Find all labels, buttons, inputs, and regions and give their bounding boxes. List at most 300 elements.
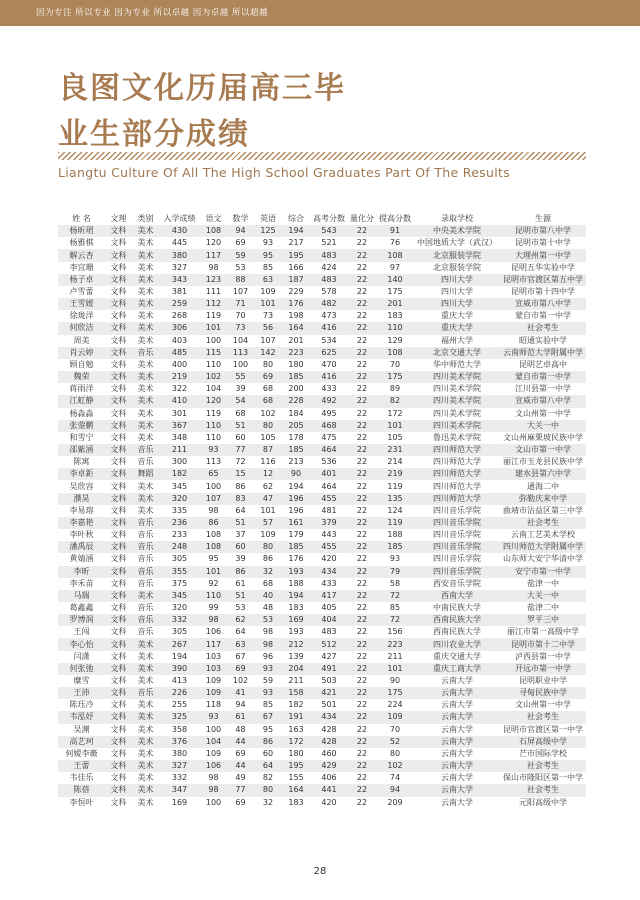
table-cell: 60 bbox=[227, 541, 254, 553]
table-cell: 102 bbox=[200, 371, 227, 383]
column-header: 提高分数 bbox=[379, 214, 411, 224]
table-cell: 云南大学 bbox=[441, 724, 473, 734]
table-cell: 22 bbox=[348, 784, 376, 796]
table-cell: 468 bbox=[310, 420, 348, 432]
table-cell: 盐津一中 bbox=[527, 578, 559, 588]
table-cell: 社会考生 bbox=[500, 711, 586, 723]
table-cell: 428 bbox=[321, 724, 337, 734]
table-cell: 201 bbox=[288, 335, 304, 345]
table-cell: 李宜珊 bbox=[69, 262, 94, 272]
table-cell: 59 bbox=[227, 249, 254, 261]
table-cell: 183 bbox=[387, 311, 403, 321]
table-cell: 104 bbox=[205, 384, 222, 394]
table-cell: 119 bbox=[205, 408, 222, 418]
table-cell: 416 bbox=[310, 371, 348, 383]
table-cell: 460 bbox=[321, 748, 337, 758]
table-cell: 100 bbox=[205, 724, 222, 734]
table-cell: 95 bbox=[262, 724, 274, 734]
table-cell: 63 bbox=[254, 274, 282, 286]
table-cell: 重庆大学 bbox=[414, 322, 500, 334]
table-cell: 93 bbox=[254, 663, 282, 675]
table-cell: 178 bbox=[288, 432, 304, 442]
table-cell: 云南大学 bbox=[441, 773, 473, 783]
table-cell: 183 bbox=[288, 603, 304, 613]
table-cell: 49 bbox=[235, 773, 246, 783]
table-cell: 蒋雨洋 bbox=[69, 384, 94, 394]
table-cell: 61 bbox=[235, 578, 246, 588]
page-subtitle: Liangtu Culture Of All The High School Graduates Part Of The Results bbox=[58, 165, 511, 180]
table-cell: 405 bbox=[321, 603, 337, 613]
table-cell: 119 bbox=[387, 481, 403, 491]
table-cell: 102 bbox=[376, 760, 414, 772]
table-cell: 李禾苗 bbox=[69, 578, 94, 588]
table-cell: 文科 bbox=[105, 687, 132, 699]
table-cell: 芒市国际学校 bbox=[519, 748, 567, 758]
table-cell: 张蓥鹏 bbox=[58, 420, 105, 432]
table-cell: 578 bbox=[321, 287, 337, 297]
table-row bbox=[58, 493, 586, 505]
table-cell: 文科 bbox=[110, 530, 127, 540]
table-cell: 105 bbox=[387, 432, 403, 442]
table-cell: 416 bbox=[310, 322, 348, 334]
table-cell: 美术 bbox=[132, 371, 159, 383]
table-cell: 188 bbox=[288, 578, 304, 588]
table-cell: 80 bbox=[254, 784, 282, 796]
table-cell: 193 bbox=[288, 627, 304, 637]
table-cell: 482 bbox=[310, 298, 348, 310]
table-cell: 37 bbox=[235, 530, 246, 540]
column-header: 英语 bbox=[260, 214, 276, 224]
table-cell: 48 bbox=[235, 724, 246, 734]
table-cell: 156 bbox=[387, 627, 403, 637]
table-cell: 昆明职业中学 bbox=[519, 676, 567, 686]
table-cell: 22 bbox=[356, 359, 368, 369]
table-cell: 文山市第一中学 bbox=[500, 444, 586, 456]
table-cell: 345 bbox=[171, 481, 188, 491]
table-cell: 367 bbox=[159, 420, 200, 432]
table-cell: 四川师范大学 bbox=[433, 481, 481, 491]
table-cell: 22 bbox=[348, 663, 376, 675]
table-cell: 69 bbox=[235, 797, 246, 807]
table-cell: 文科 bbox=[110, 262, 127, 272]
table-cell: 406 bbox=[321, 773, 337, 783]
table-cell: 224 bbox=[387, 700, 403, 710]
table-cell: 85 bbox=[262, 700, 274, 710]
table-cell: 山东师大安宁华清中学 bbox=[503, 554, 583, 564]
table-cell: 82 bbox=[262, 773, 274, 783]
table-cell: 美术 bbox=[137, 238, 154, 248]
table-cell: 濮昊 bbox=[58, 493, 105, 505]
table-cell: 300 bbox=[171, 457, 188, 467]
table-cell: 文科 bbox=[110, 651, 127, 661]
table-cell: 185 bbox=[282, 444, 310, 456]
table-cell: 86 bbox=[235, 481, 246, 491]
table-cell: 文科 bbox=[110, 359, 127, 369]
table-cell: 音乐 bbox=[132, 614, 159, 626]
table-cell: 401 bbox=[310, 468, 348, 480]
table-cell: 473 bbox=[321, 311, 337, 321]
table-cell: 吴欣容 bbox=[69, 481, 94, 491]
table-row bbox=[58, 687, 586, 699]
table-cell: 四川音乐学院 bbox=[433, 554, 481, 564]
table-cell: 427 bbox=[321, 651, 337, 661]
table-cell: 103 bbox=[205, 651, 222, 661]
table-cell: 盐津二中 bbox=[527, 603, 559, 613]
table-body bbox=[58, 225, 586, 809]
table-cell: 376 bbox=[159, 736, 200, 748]
table-cell: 22 bbox=[356, 262, 368, 272]
table-cell: 80 bbox=[389, 748, 401, 758]
table-cell: 美术 bbox=[137, 384, 154, 394]
table-cell: 罗平三中 bbox=[500, 614, 586, 626]
table-cell: 100 bbox=[232, 359, 249, 369]
table-cell: 95 bbox=[254, 249, 282, 261]
table-row bbox=[58, 760, 586, 772]
table-cell: 434 bbox=[310, 566, 348, 578]
table-cell: 文科 bbox=[105, 711, 132, 723]
table-cell: 美术 bbox=[137, 481, 154, 491]
table-cell: 文科 bbox=[110, 627, 127, 637]
table-cell: 王闯 bbox=[73, 627, 90, 637]
table-cell: 194 bbox=[282, 590, 310, 602]
table-cell: 云南师范大学附属中学 bbox=[500, 347, 586, 359]
table-cell: 黄婧涵 bbox=[69, 554, 94, 564]
table-cell: 82 bbox=[376, 395, 414, 407]
table-cell: 51 bbox=[227, 420, 254, 432]
table-cell: 62 bbox=[262, 481, 274, 491]
table-cell: 320 bbox=[171, 603, 188, 613]
table-cell: 233 bbox=[171, 530, 188, 540]
table-cell: 434 bbox=[310, 711, 348, 723]
table-cell: 182 bbox=[288, 700, 304, 710]
table-cell: 194 bbox=[288, 481, 304, 491]
table-cell: 72 bbox=[376, 590, 414, 602]
table-row bbox=[58, 408, 586, 420]
table-row bbox=[58, 602, 586, 614]
table-cell: 139 bbox=[288, 651, 304, 661]
table-cell: 文科 bbox=[105, 395, 132, 407]
table-cell: 何张弛 bbox=[58, 663, 105, 675]
table-cell: 昆明艺卓高中 bbox=[519, 359, 567, 369]
table-cell: 美术 bbox=[137, 676, 154, 686]
table-cell: 音乐 bbox=[137, 627, 154, 637]
table-cell: 108 bbox=[376, 347, 414, 359]
table-row bbox=[58, 578, 586, 590]
table-cell: 音乐 bbox=[137, 554, 154, 564]
table-cell: 161 bbox=[282, 517, 310, 529]
table-row bbox=[58, 359, 586, 371]
table-cell: 69 bbox=[235, 238, 246, 248]
table-row bbox=[58, 274, 586, 286]
table-cell: 39 bbox=[235, 554, 246, 564]
table-cell: 云南大学 bbox=[414, 711, 500, 723]
table-cell: 安宁市第一中学 bbox=[500, 566, 586, 578]
table-cell: 332 bbox=[159, 614, 200, 626]
table-cell: 424 bbox=[321, 262, 337, 272]
table-cell: 86 bbox=[200, 517, 227, 529]
table-cell: 葛鑫鑫 bbox=[69, 603, 94, 613]
table-cell: 464 bbox=[321, 481, 337, 491]
table-cell: 李恒叶 bbox=[69, 797, 94, 807]
table-cell: 57 bbox=[254, 517, 282, 529]
table-cell: 100 bbox=[205, 481, 222, 491]
table-cell: 100 bbox=[205, 335, 222, 345]
table-cell: 64 bbox=[235, 505, 246, 515]
table-cell: 86 bbox=[254, 736, 282, 748]
table-cell: 185 bbox=[376, 541, 414, 553]
table-row bbox=[58, 249, 586, 261]
table-cell: 176 bbox=[288, 554, 304, 564]
table-row bbox=[58, 614, 586, 626]
table-cell: 杨雅棋 bbox=[69, 238, 94, 248]
table-row bbox=[58, 772, 586, 784]
table-cell: 何嫒李薇 bbox=[65, 748, 98, 758]
table-cell: 中国地质大学（武汉） bbox=[417, 238, 497, 248]
table-row bbox=[58, 748, 586, 760]
table-row bbox=[58, 711, 586, 723]
table-cell: 219 bbox=[376, 468, 414, 480]
table-cell: 95 bbox=[208, 554, 219, 564]
table-cell: 90 bbox=[282, 468, 310, 480]
table-cell: 62 bbox=[227, 614, 254, 626]
table-cell: 宣威市第八中学 bbox=[500, 395, 586, 407]
table-cell: 56 bbox=[254, 322, 282, 334]
table-cell: 380 bbox=[159, 249, 200, 261]
table-cell: 212 bbox=[282, 638, 310, 650]
table-cell: 文科 bbox=[105, 249, 132, 261]
table-cell: 320 bbox=[159, 493, 200, 505]
table-cell: 94 bbox=[227, 225, 254, 237]
table-cell: 169 bbox=[282, 614, 310, 626]
table-cell: 西南大学 bbox=[414, 590, 500, 602]
table-cell: 176 bbox=[282, 298, 310, 310]
table-cell: 68 bbox=[254, 395, 282, 407]
table-cell: 美术 bbox=[132, 322, 159, 334]
table-cell: 通海二中 bbox=[527, 481, 559, 491]
table-cell: 164 bbox=[282, 784, 310, 796]
table-cell: 417 bbox=[310, 590, 348, 602]
table-cell: 99 bbox=[208, 603, 219, 613]
table-cell: 22 bbox=[356, 432, 368, 442]
table-cell: 54 bbox=[227, 395, 254, 407]
table-cell: 68 bbox=[262, 384, 274, 394]
table-cell: 福州大学 bbox=[441, 335, 473, 345]
table-cell: 22 bbox=[348, 444, 376, 456]
table-cell: 109 bbox=[205, 748, 222, 758]
table-cell: 四川大学 bbox=[414, 274, 500, 286]
table-cell: 高艺珂 bbox=[58, 736, 105, 748]
table-cell: 124 bbox=[387, 505, 403, 515]
table-cell: 61 bbox=[227, 711, 254, 723]
table-cell: 429 bbox=[310, 760, 348, 772]
table-cell: 北京服装学院 bbox=[433, 262, 481, 272]
table-cell: 华中师范大学 bbox=[433, 359, 481, 369]
table-cell: 420 bbox=[321, 797, 337, 807]
table-cell: 65 bbox=[200, 468, 227, 480]
table-cell: 60 bbox=[235, 432, 246, 442]
table-cell: 55 bbox=[227, 371, 254, 383]
table-cell: 194 bbox=[282, 225, 310, 237]
table-cell: 四川音乐学院 bbox=[414, 541, 500, 553]
table-cell: 464 bbox=[310, 444, 348, 456]
table-cell: 72 bbox=[376, 614, 414, 626]
column-header: 数学 bbox=[232, 214, 249, 224]
table-cell: 125 bbox=[254, 225, 282, 237]
table-cell: 52 bbox=[376, 736, 414, 748]
table-cell: 文科 bbox=[110, 603, 127, 613]
table-cell: 196 bbox=[288, 505, 304, 515]
table-cell: 191 bbox=[282, 711, 310, 723]
table-row bbox=[58, 286, 586, 298]
table-row bbox=[58, 651, 586, 663]
table-cell: 美术 bbox=[132, 493, 159, 505]
table-cell: 98 bbox=[200, 784, 227, 796]
table-cell: 元阳高级中学 bbox=[519, 797, 567, 807]
table-cell: 255 bbox=[171, 700, 188, 710]
table-cell: 93 bbox=[262, 238, 274, 248]
table-cell: 22 bbox=[356, 797, 368, 807]
table-cell: 社会考生 bbox=[500, 517, 586, 529]
table-row bbox=[58, 347, 586, 359]
table-cell: 109 bbox=[205, 676, 222, 686]
table-cell: 183 bbox=[288, 797, 304, 807]
table-cell: 180 bbox=[288, 748, 304, 758]
table-cell: 107 bbox=[232, 287, 249, 297]
table-cell: 22 bbox=[348, 638, 376, 650]
table-cell: 文山州第一中学 bbox=[515, 700, 571, 710]
top-banner bbox=[0, 0, 640, 26]
table-cell: 69 bbox=[254, 371, 282, 383]
table-cell: 文科 bbox=[105, 663, 132, 675]
table-cell: 22 bbox=[356, 530, 368, 540]
table-cell: 491 bbox=[310, 663, 348, 675]
table-cell: 美术 bbox=[132, 736, 159, 748]
table-cell: 文科 bbox=[105, 371, 132, 383]
table-cell: 22 bbox=[356, 408, 368, 418]
table-cell: 110 bbox=[200, 590, 227, 602]
table-cell: 348 bbox=[171, 432, 188, 442]
table-cell: 101 bbox=[200, 322, 227, 334]
table-cell: 543 bbox=[310, 225, 348, 237]
table-cell: 昭通实验中学 bbox=[519, 335, 567, 345]
table-cell: 403 bbox=[171, 335, 188, 345]
table-cell: 60 bbox=[262, 748, 274, 758]
table-cell: 陈珏冷 bbox=[69, 700, 94, 710]
table-cell: 四川音乐学院 bbox=[414, 566, 500, 578]
table-row bbox=[58, 298, 586, 310]
table-cell: 335 bbox=[171, 505, 188, 515]
table-cell: 文科 bbox=[105, 517, 132, 529]
table-cell: 四川音乐学院 bbox=[433, 505, 481, 515]
table-cell: 343 bbox=[159, 274, 200, 286]
table-cell: 文科 bbox=[105, 420, 132, 432]
table-cell: 美术 bbox=[132, 590, 159, 602]
table-cell: 文山州第一中学 bbox=[515, 408, 571, 418]
table-cell: 22 bbox=[348, 395, 376, 407]
table-cell: 文科 bbox=[105, 614, 132, 626]
table-cell: 22 bbox=[348, 298, 376, 310]
table-cell: 鲁迅美术学院 bbox=[433, 432, 481, 442]
table-cell: 77 bbox=[227, 444, 254, 456]
table-cell: 22 bbox=[356, 384, 368, 394]
table-cell: 155 bbox=[288, 773, 304, 783]
table-cell: 22 bbox=[348, 249, 376, 261]
table-cell: 马瑞 bbox=[58, 590, 105, 602]
table-cell: 王蕾 bbox=[58, 760, 105, 772]
table-cell: 101 bbox=[254, 298, 282, 310]
table-cell: 文科 bbox=[110, 432, 127, 442]
table-cell: 485 bbox=[159, 347, 200, 359]
table-cell: 丽江市玉龙县民族中学 bbox=[503, 457, 583, 467]
table-cell: 美术 bbox=[132, 274, 159, 286]
table-cell: 41 bbox=[227, 687, 254, 699]
table-cell: 226 bbox=[159, 687, 200, 699]
table-row bbox=[58, 395, 586, 407]
table-cell: 文科 bbox=[105, 347, 132, 359]
table-cell: 120 bbox=[200, 395, 227, 407]
table-cell: 248 bbox=[159, 541, 200, 553]
table-cell: 美术 bbox=[137, 724, 154, 734]
table-row bbox=[58, 638, 586, 650]
table-cell: 舞蹈 bbox=[132, 468, 159, 480]
table-cell: 22 bbox=[356, 773, 368, 783]
table-cell: 四川师范大学附属中学 bbox=[500, 541, 586, 553]
table-cell: 顾自勉 bbox=[69, 359, 94, 369]
table-cell: 103 bbox=[200, 663, 227, 675]
results-table bbox=[58, 213, 586, 809]
table-cell: 22 bbox=[348, 736, 376, 748]
table-cell: 108 bbox=[200, 541, 227, 553]
table-cell: 昆明市第十四中学 bbox=[511, 287, 575, 297]
table-cell: 187 bbox=[282, 274, 310, 286]
table-cell: 社会考生 bbox=[500, 784, 586, 796]
table-cell: 文科 bbox=[110, 238, 127, 248]
table-cell: 380 bbox=[171, 748, 188, 758]
table-cell: 98 bbox=[208, 773, 219, 783]
table-cell: 97 bbox=[389, 262, 401, 272]
table-cell: 美术 bbox=[137, 311, 154, 321]
page-number: 28 bbox=[313, 866, 327, 877]
table-cell: 228 bbox=[282, 395, 310, 407]
table-cell: 文科 bbox=[110, 481, 127, 491]
table-row bbox=[58, 553, 586, 565]
table-cell: 社会考生 bbox=[500, 322, 586, 334]
table-cell: 王沛 bbox=[58, 687, 105, 699]
table-cell: 89 bbox=[389, 384, 401, 394]
table-cell: 22 bbox=[356, 676, 368, 686]
table-cell: 云南大学 bbox=[414, 736, 500, 748]
table-cell: 375 bbox=[171, 578, 188, 588]
column-header: 生源 bbox=[535, 214, 551, 224]
table-cell: 194 bbox=[171, 651, 188, 661]
table-cell: 413 bbox=[171, 676, 188, 686]
table-cell: 云南大学 bbox=[414, 687, 500, 699]
table-cell: 和雪宁 bbox=[69, 432, 94, 442]
table-cell: 美术 bbox=[132, 663, 159, 675]
table-cell: 文科 bbox=[110, 773, 127, 783]
table-cell: 曲靖市沾益区第三中学 bbox=[503, 505, 583, 515]
header-slogan: 因为专注 所以专业 因为专业 所以卓越 因为卓越 所以超越 bbox=[36, 8, 269, 18]
table-cell: 87 bbox=[254, 444, 282, 456]
table-cell: 22 bbox=[356, 700, 368, 710]
table-cell: 北京服装学院 bbox=[414, 249, 500, 261]
table-cell: 文科 bbox=[110, 578, 127, 588]
table-cell: 昆明市第十中学 bbox=[515, 238, 571, 248]
table-cell: 521 bbox=[321, 238, 337, 248]
table-cell: 22 bbox=[348, 468, 376, 480]
table-cell: 108 bbox=[376, 249, 414, 261]
table-cell: 73 bbox=[227, 322, 254, 334]
